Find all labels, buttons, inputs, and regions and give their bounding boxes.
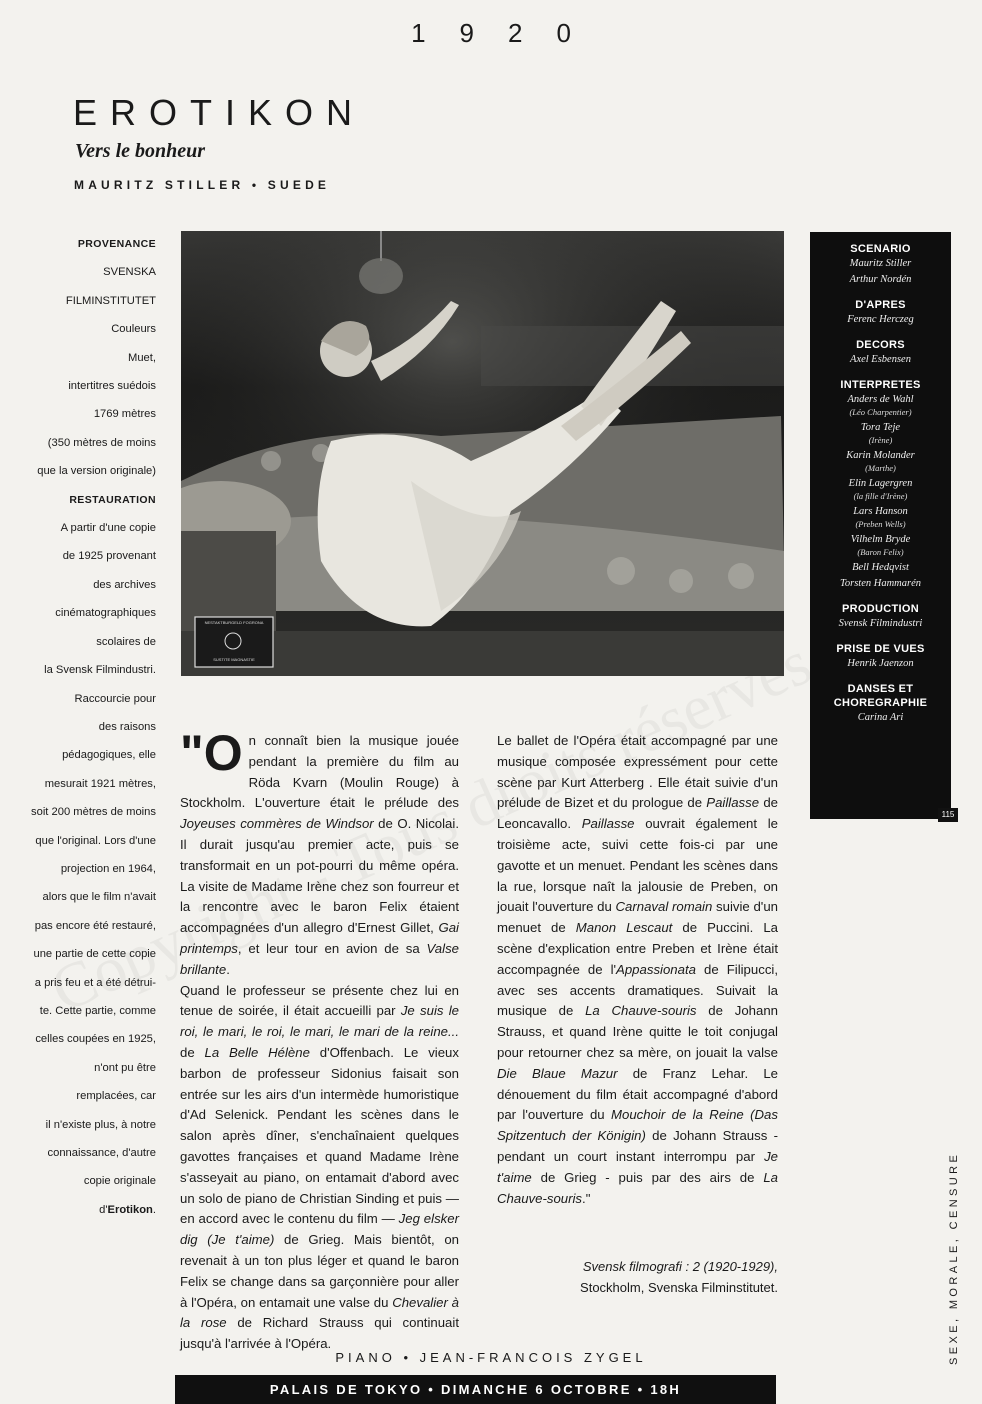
paragraph-1: "On connaît bien la musique jouée pendant la première du film au Röda Kvarn (Moulin Rouge) à Stockholm. L'ouverture était le prélude des Joyeuses commères de Windsor de O. Nicolai. Il durait jusqu'au premier acte, puis se transformait en un pot-pourri du même opéra. La visite de Madame Irène chez son fourreur et la rencontre avec le baron Felix étaient accompagnées d'un allegro d'Ernest Gillet, Gai printemps, et leur tour en avion de sa Valse brillante. — [180, 725, 459, 977]
info-line: FILMINSTITUTET — [65, 294, 156, 307]
info-line: connaissance, d'autre — [47, 1147, 156, 1159]
info-line: des archives — [93, 578, 156, 591]
info-line: que l'original. Lors d'une — [35, 834, 156, 847]
credit-role: DECORS — [856, 339, 905, 351]
credit-name: Anders de Wahl — [847, 394, 914, 405]
info-line: soit 200 mètres de moins — [31, 806, 156, 819]
info-line: celles coupées en 1925, — [35, 1033, 156, 1046]
section-side-label: SEXE, MORALE, CENSURE — [948, 1151, 960, 1365]
credit-name: Arthur Nordén — [849, 274, 912, 285]
info-line: SVENSKA — [103, 266, 156, 279]
info-line: une partie de cette copie — [33, 948, 156, 961]
info-line: il n'existe plus, à notre — [45, 1118, 156, 1131]
info-line: remplacées, car — [76, 1090, 156, 1103]
credit-name: Axel Esbensen — [850, 354, 911, 365]
info-line: Couleurs — [111, 323, 156, 336]
restauration-lines — [30, 514, 156, 1196]
credit-character: (Irène) — [868, 435, 893, 445]
info-line: a pris feu et a été détrui- — [34, 976, 156, 989]
paragraph-2: Quand le professeur se présente chez lui en tenue de soirée, il était accueilli par Je suis le roi, le mari, le roi, le mari, le mari de la reine... de La Belle Hélène d'Offenbach. Le vieux barbon de professeur Sidonius faisait son entrée sur les airs d'un intermède humoristique d'Ad Selenick. Pendant les scènes dans le salon après dîner, s'enchaînaient quelques gavottes françaises et quand Madame Irène s'asseyait au piano, on entamait d'abord avec un solo de piano de Christian Sinding et puis — en accord avec le contenu du film — Jeg elsker dig (Je t'aime) de Grieg. Mais bientôt, on revenait à un ton plus léger et quand le baron Felix se change dans sa garçonnière pour aller à l'Opéra, on entamait une valse du Chevalier à la rose de Richard Strauss qui continuait jusqu'à l'arrivée à l'Opéra. — [180, 982, 460, 1352]
restauration-heading: RESTAURATION — [69, 493, 156, 506]
credit-name: Torsten Hammarén — [840, 578, 921, 589]
page-number: 115 — [938, 808, 958, 822]
drop-cap: "O — [180, 725, 243, 781]
info-line: scolaires de — [96, 635, 156, 648]
credit-name: Karin Molander — [846, 450, 915, 461]
film-still-photo — [181, 231, 784, 676]
info-line: intertitres suédois — [68, 380, 156, 393]
info-line: (350 mètres de moins — [47, 436, 156, 449]
credit-character: (Baron Felix) — [857, 547, 904, 557]
credit-character: (Marthe) — [865, 463, 896, 473]
credit-role: PRISE DE VUES — [836, 643, 925, 655]
info-line: te. Cette partie, comme — [39, 1004, 156, 1017]
credit-name: Mauritz Stiller — [849, 258, 912, 269]
restauration-last-line: d'Erotikon. — [99, 1203, 156, 1216]
info-line: cinématographiques — [55, 607, 156, 620]
piano-credit: PIANO • JEAN-FRANCOIS ZYGEL — [335, 1350, 647, 1365]
credit-role: DANSES ET CHOREGRAPHIE — [833, 683, 928, 709]
film-still-image — [181, 231, 784, 676]
credit-role: D'APRES — [855, 299, 906, 311]
info-line: mesurait 1921 mètres, — [44, 777, 156, 790]
stamp-top-text: NESTAKTBURGELD FOGRONA — [204, 620, 264, 625]
provenance-heading: PROVENANCE — [77, 238, 156, 250]
info-line: n'ont pu être — [94, 1061, 156, 1074]
credits-panel — [810, 232, 951, 819]
provenance-lines — [30, 258, 156, 485]
credit-role: INTERPRETES — [840, 379, 921, 391]
credit-character: (Preben Wells) — [855, 519, 906, 529]
info-line: la Svensk Filmindustri. — [44, 664, 156, 677]
credit-name: Carina Ari — [857, 712, 904, 723]
info-line: Raccourcie pour — [74, 692, 156, 705]
info-line: de 1925 provenant — [62, 550, 156, 563]
info-line: 1769 mètres — [93, 408, 156, 421]
body-text-column-2 — [497, 731, 778, 1209]
body-text-column-1 — [180, 725, 460, 1355]
credit-role: SCENARIO — [850, 243, 911, 255]
info-line: A partir d'une copie — [60, 522, 156, 535]
film-title: EROTIKON — [73, 92, 366, 133]
info-line: que la version originale) — [37, 465, 156, 478]
screening-info-bar: PALAIS DE TOKYO • DIMANCHE 6 OCTOBRE • 18H — [175, 1375, 776, 1404]
info-line: copie originale — [83, 1175, 156, 1188]
left-info-column — [30, 230, 156, 1224]
info-line: Muet, — [128, 351, 156, 364]
credit-name: Henrik Jaenzon — [847, 658, 914, 669]
credit-name: Bell Hedqvist — [852, 562, 909, 573]
credit-role: PRODUCTION — [842, 603, 919, 615]
credit-name: Vilhelm Bryde — [850, 534, 911, 545]
info-line: pas encore été restauré, — [34, 919, 156, 932]
info-line: projection en 1964, — [60, 862, 156, 875]
source-reference: Svensk filmografi : 2 (1920-1929), Stockholm, Svenska Filminstitutet. — [580, 1259, 778, 1295]
credit-name: Tora Teje — [860, 422, 901, 433]
credit-character: (Léo Charpentier) — [849, 407, 912, 417]
credit-name: Ferenc Herczeg — [847, 314, 914, 325]
credit-name: Svensk Filmindustri — [838, 618, 923, 629]
stamp-bottom-text: SUSTITE MAGNASTIE — [213, 657, 255, 662]
credit-name: Lars Hanson — [853, 506, 908, 517]
info-line: des raisons — [98, 720, 156, 733]
year-heading: 1920 — [411, 18, 605, 48]
info-line: alors que le film n'avait — [42, 891, 156, 904]
credit-character: (la fille d'Irène) — [853, 491, 908, 501]
info-line: pédagogiques, elle — [62, 749, 156, 762]
paragraph-3: Le ballet de l'Opéra était accompagné par une musique composée expressément pour cette scène par Kurt Atterberg . Elle était suivie d'un prélude de Bizet et du prologue de Paillasse de Leoncavallo. Paillasse ouvrait également le troisième acte, suivi cette fois-ci par une gavotte et un menuet. Pendant les scènes dans la rue, lorsque naît la jalousie de Preben, on jouait l'ouverture du Carnaval romain suivie d'un menuet de Manon Lescaut de Puccini. La scène d'explication entre Preben et Irène était accompagnée de l'Appassionata de Filipucci, avec ses accents dramatiques. Suivait la musique de La Chauve-souris de Johann Strauss, et quand Irène quitte le toit conjugal pour retourner chez sa mère, on jouait la valse Die Blaue Mazur de Franz Lehar. Le dénouement du film était accompagné d'abord par l'ouverture du Mouchoir de la Reine (Das Spitzentuch der Königin) de Johann Strauss - pendant un court instant interrompu par Je t'aime de Grieg - puis par des airs de La Chauve-souris." — [497, 733, 779, 1206]
director-country: MAURITZ STILLER • SUEDE — [74, 178, 331, 192]
film-subtitle: Vers le bonheur — [75, 140, 206, 162]
credit-name: Elin Lagergren — [848, 478, 913, 489]
